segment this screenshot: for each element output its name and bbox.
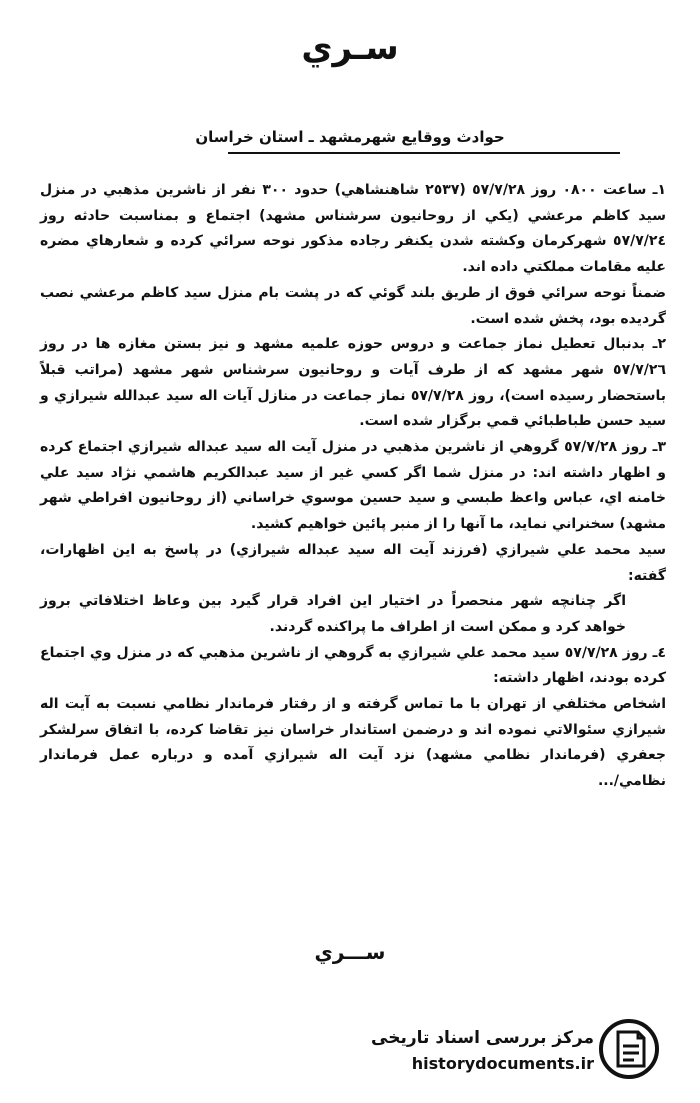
archive-document-icon	[598, 1018, 660, 1080]
document-title: حوادث ووقايع شهرمشهد ـ استان خراسان	[195, 128, 505, 146]
paragraph-4-quote: اشخاص مختلفي از تهران با ما تماس گرفته و از رفتار فرماندار نظامي نسبت به آيت اله شيرازي سئوالاتي نموده اند و درضمن استاندار خراسان نيز تقاضا كرده، با اتفاق سرلشكر جعفري (فرماندار نظامي مشهد) نزد آيت اله شيرازي آمده و درباره عمل فرماندار نظامي/...	[40, 696, 666, 790]
paragraph-1: ١ـ ساعت ٠٨٠٠ روز ٥٧/٧/٢٨ (٢٥٣٧ شاهنشاهي) حدود ٣٠٠ نفر از ناشرين مذهبي در منزل سيد كاظم مرعشي (يكي از روحانيون سرشناس مشهد) اجتماع و بمناسبت حادثه روز ٥٧/٧/٢٤ شهركرمان وكشته شدن يكنفر رجاده مذكور نوحه سرائي كرده و شعارهاي مضره عليه مقامات مملكتي داده اند.	[40, 182, 666, 276]
paragraph-1-note: ضمناً نوحه سرائي فوق از طريق بلند گوئي كه در پشت بام منزل سيد كاظم مرعشي نصب گرديده بود، پخش شده است.	[40, 284, 666, 327]
paragraph-2: ٢ـ بدنبال تعطيل نماز جماعت و دروس حوزه علميه مشهد و نيز بستن مغازه ها در روز ٥٧/٧/٢٦ شهر مشهد كه از طرف آيات و روحانيون سرشناس شهر مشهد (مراتب قبلاً باستحضار رسيده است)، روز ٥٧/٧/٢٨ نماز جماعت در منازل آيات اله سيد عبدالله شيرازي و سيد حسن طباطبائي قمي برگزار شده است.	[40, 336, 666, 430]
classification-stamp: سـري	[301, 28, 399, 68]
title-underline	[228, 152, 620, 154]
archive-site: historydocuments.ir	[411, 1054, 594, 1073]
document-body	[40, 178, 666, 795]
paragraph-4: ٤ـ روز ٥٧/٧/٢٨ سيد محمد علي شيرازي به گروهي از ناشرين مذهبي كه در منزل وي اجتماع كرده بودند، اظهار داشته:	[40, 644, 666, 687]
paragraph-3-reply: سيد محمد علي شيرازي (فرزند آيت اله سيد عبداله شيرازي) در پاسخ به اين اظهارات، گفته:	[40, 541, 666, 584]
archive-name: مرکز بررسی اسناد تاریخی	[371, 1028, 594, 1048]
archive-watermark	[360, 1014, 660, 1089]
signature-stamp: ســـري	[314, 940, 386, 964]
paragraph-3: ٣ـ روز ٥٧/٧/٢٨ گروهي از ناشرين مذهبي در منزل آيت اله سيد عبداله شيرازي اجتماع كرده و اظهار داشته اند: در منزل شما اگر كسي غير از سيد عبدالكريم هاشمي نژاد سيد علي خامنه اي، عباس واعظ طبسي و سيد حسين موسوي خراساني (از روحانيون افراطي شهر مشهد) سخنراني نمايد، ما آنها را از منبر پائين خواهيم كشيد.	[40, 439, 666, 533]
paragraph-3-quote: اگر چنانچه شهر منحصراً در اختيار اين افراد قرار گيرد بين وعاظ اختلافاتي بروز خواهد كرد و ممكن است از اطراف ما پراكنده گردند.	[40, 593, 626, 635]
